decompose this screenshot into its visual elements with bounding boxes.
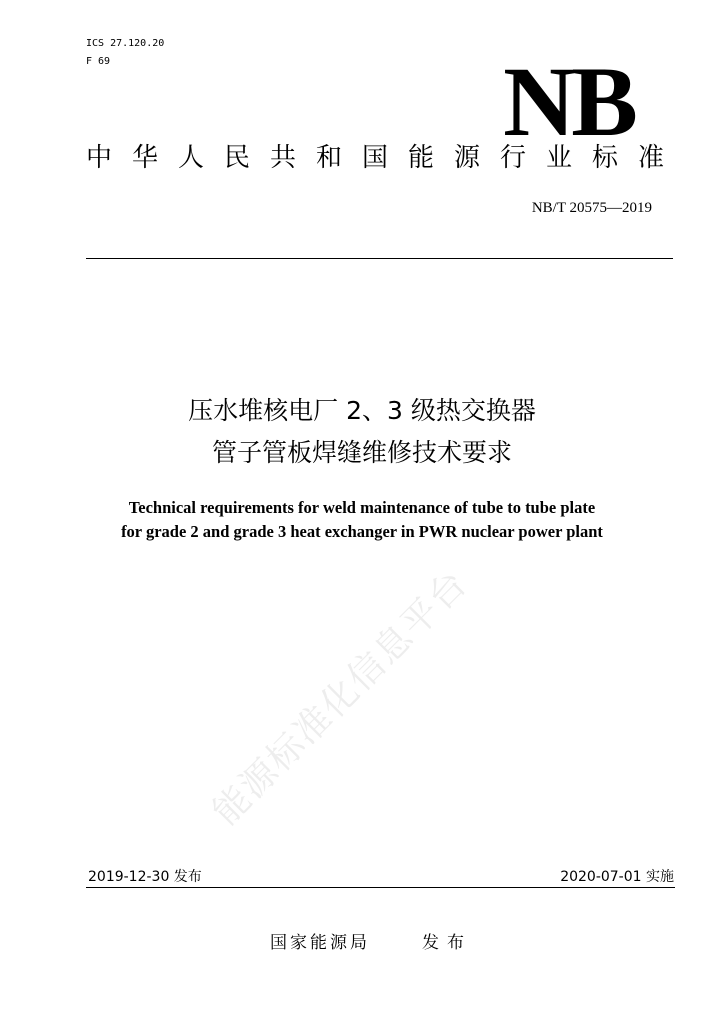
standard-code: NB/T 20575—2019 xyxy=(531,200,652,216)
issuer-name: 国家能源局 xyxy=(270,933,370,953)
watermark: 能源标准化信息平台 xyxy=(205,562,477,834)
title-cn-line-1: 压水堆核电厂 2、3 级热交换器 xyxy=(188,396,536,425)
implement-date: 2020-07-01 实施 xyxy=(560,869,674,885)
title-en-line-2: for grade 2 and grade 3 heat exchanger in PWR nuclear power plant xyxy=(121,522,603,541)
classification-code: F 69 xyxy=(86,56,111,67)
ics-code: ICS 27.120.20 xyxy=(86,38,165,49)
bottom-divider xyxy=(86,887,675,888)
title-cn-line-2: 管子管板焊缝维修技术要求 xyxy=(211,438,512,467)
title-en-line-1: Technical requirements for weld maintenance of tube to tube plate xyxy=(128,498,596,517)
publish-date: 2019-12-30 发布 xyxy=(88,869,202,885)
top-divider xyxy=(86,258,673,259)
issue-verb: 发布 xyxy=(422,933,472,953)
nb-logo: NB xyxy=(503,46,634,157)
standard-type-title: 中华人民共和国能源行业标准 xyxy=(86,143,685,173)
